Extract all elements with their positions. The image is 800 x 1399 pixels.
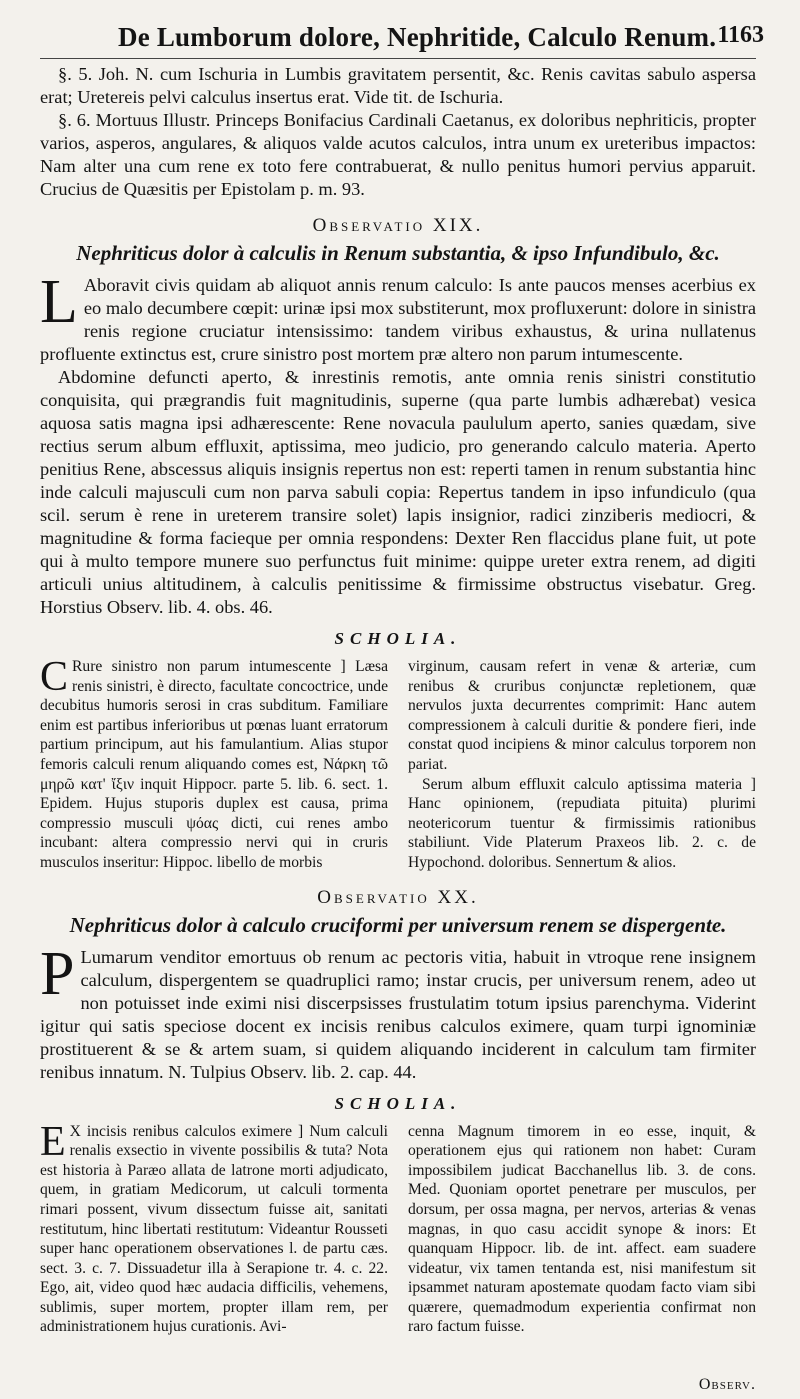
catchword: Observ. bbox=[698, 1376, 756, 1393]
observation-19-title: Nephriticus dolor à calculis in Renum substantia, & ipso Infundibulo, &c. bbox=[76, 241, 720, 265]
running-head: De Lumborum dolore, Nephritide, Calculo Renum. bbox=[118, 22, 717, 52]
scholia-19-left-body: Rure sinistro non parum intumescente ] Læsa renis sinistri, è directo, facultate concoctrice, unde decubitus humoris serosi in cras subditum. Familiare enim est partibus inferioribus ut pœnas luant erratorum partium principum, aut his famulantium. Alias stupor femoris calculi renum aliquando comes est, Νάρκη τῶ μηρῶ κατ' ἴξιν inquit Hippocr. parte 5. lib. 6. sect. 1. Epidem. Hujus stuporis duplex est causa, prima compressio musculi ψόας dicti, cui renes ambo incubant: altera compressio nervi qui in cruris musculos inseritur: Hippoc. libello de morbis bbox=[40, 658, 388, 871]
scholia-heading-20: SCHOLIA. bbox=[334, 1093, 462, 1113]
paragraph-section-6: §. 6. Mortuus Illustr. Princeps Bonifacius Cardinali Caetanus, ex doloribus nephriticis, propter varios, asperos, angulares, & aliquos valde acutos calculos, intra unum ex ureteribus impactos: Nam alter una cum rene ex toto fere contrabuerat, & nullo penitus humori pervius apparuit. Crucius de Quæsitis per Epistolam p. m. 93. bbox=[40, 110, 756, 199]
scholia-19-left-column bbox=[40, 654, 388, 873]
observation-19-paragraph-2: Abdomine defuncti aperto, & inrestinis remotis, ante omnia renis sinistri constitutio conquisita, qui prægrandis fuit magnitudinis, superne (qua parte lumbis adhærebat) vesica aquosa satis magna ipsi adhærescente: Rene novacula paululum aperto, sanies quædam, sive rectius serum album effluxit, aptissima, meo judicio, pro generando calculo materia. Aperto penitius Rene, abscessus aliquis insignis repertus non est: reperti tamen in renum substantia hinc inde calculi majusculi cum non parva sabuli copia: Repertus tandem in ipso infundiculo (qua scil. serum è rene in ureterem transire solet) lapis insignior, radici zinziberis mediocri, & magnitudine & forma facieque per omnia respondens: Dexter Ren flaccidus plane fuit, ut pote qui à multo tempore munere suo perfunctus fuit minime: quippe ureter extra renem, ad digiti articuli unius altitudinem, à calculis penitissime & firmissime obstructus visebatur. Greg. Horstius Observ. lib. 4. obs. 46. bbox=[40, 367, 756, 617]
observation-19-text-1: Aboravit civis quidam ab aliquot annis renum calculo: Is ante paucos menses acerbius ex eo malo decumbere cœpit: urinæ ipsi mox substiterunt, mox profluxerunt: dolore in sinistra renis regione cruciatur intensissimo: tandem viribus exhaustus, & urina nullatenus profluente extinctus est, crure sinistro post mortem præ altero non parum intumescente. bbox=[40, 275, 756, 364]
observation-20-text-1: Lumarum venditor emortuus ob renum ac pectoris vitia, habuit in vtroque rene insignem calculum, dispergentem se quadruplici ramo; instar crucis, per universum renem, adeo ut non potuisset inde eximi nisi discerpsisses frustulatim totum ipsius parenchyma. Viderint igitur qui satis speciose docent ex incisis renibus calculos eximere, quam turpi ignominiæ prostituerent & se & artem suam, si quidem aliquando inciderent in calculum tam firmiter renibus innatum. N. Tulpius Observ. lib. 2. cap. 44. bbox=[40, 946, 756, 1082]
drop-cap: P bbox=[40, 939, 75, 1008]
scholia-20-right-text: cenna Magnum timorem in eo esse, inquit, & operationem ejus qui rationem non habet: Curam impossibilem judicat Bacchanellus lib. 3. de cons. Med. Quoniam oportet penetrare per musculos, per dorsum, per ossa magna, per nervos, arterias & venas magnas, in quo casu accidit synope & inors: Et quanquam Hippocr. lib. de int. affect. eam suadere videatur, vix tamen tentanda est, nisi manifestum sit ipsammet naturam apostemate quodam facto viam sibi quærere, quemadmodum experientia confirmat non raro factum fuisse. bbox=[408, 1122, 756, 1336]
scholia-19-right-text-1: virginum, causam refert in venæ & arteriæ, cum renibus & cruribus conjunctæ repletionem, quæ nervulos juxta decurrentes comprimit: Hanc autem compressionem à calculi duritie & pondere fieri, inde constat quod incipiens & minor calculus torporem non pariat. bbox=[408, 658, 756, 773]
drop-cap: E bbox=[40, 1118, 66, 1165]
drop-cap: C bbox=[40, 654, 69, 700]
scholia-20-left-column bbox=[40, 1118, 388, 1338]
scholia-20-columns bbox=[40, 1118, 756, 1338]
observation-20-title: Nephriticus dolor à calculo cruciformi per universum renem se dispergente. bbox=[69, 912, 727, 937]
scholia-19-right-column bbox=[408, 657, 756, 873]
scholia-20-right-column bbox=[408, 1122, 756, 1338]
scholia-19-columns bbox=[40, 654, 756, 873]
drop-cap: L bbox=[40, 268, 78, 336]
paragraph-section-5: §. 5. Joh. N. cum Ischuria in Lumbis gravitatem persentit, &c. Renis cavitas sabulo aspersa erat; Uretereis pelvi calculus insertus erat. Vide tit. de Ischuria. bbox=[40, 64, 756, 107]
scholia-20-left-text bbox=[40, 1118, 388, 1338]
scholia-19-right-text-2: Serum album effluxit calculo aptissima materia ] Hanc opinionem, (repudiata pituita) plurimi neotericorum tuentur & firmissimis rationibus stabiliunt. Vide Platerum Praxeos lib. 2. c. de Hypochond. doloribus. Sennertum & alios. bbox=[408, 775, 756, 871]
observation-19-heading: Observatio XIX. bbox=[312, 215, 484, 236]
scholia-20-left-body: X incisis renibus calculos eximere ] Num calculi renalis exsectio in vivente possibilis & tuta? Nota est historia à Paræo allata de latrone morti adjudicato, quem, in gratiam Medicorum, ut calculi tormenta rimari possent, vivum dissectum fuisse ait, sanitati restitutum, hinc libertati restitutum: Videantur Rousseti super hanc operationem observationes l. de partu cæs. sect. 3. c. 7. Dissuadetur illa à Serapione tr. 4. c. 22. Ego, ait, video quod hæc audacia difficilis, vehemens, sublimis, super mortem, propter illam rem, per administrationem hujus curationis. Avi- bbox=[40, 1122, 388, 1336]
observation-20-heading: Observatio XX. bbox=[317, 886, 479, 908]
observation-20-paragraph-1 bbox=[40, 939, 756, 1084]
page-header bbox=[40, 14, 764, 59]
observation-19-paragraph-1 bbox=[40, 268, 756, 366]
scholia-heading-19: SCHOLIA. bbox=[334, 629, 462, 648]
page-number: 1163 bbox=[717, 22, 764, 48]
scholia-19-left-text bbox=[40, 654, 388, 873]
